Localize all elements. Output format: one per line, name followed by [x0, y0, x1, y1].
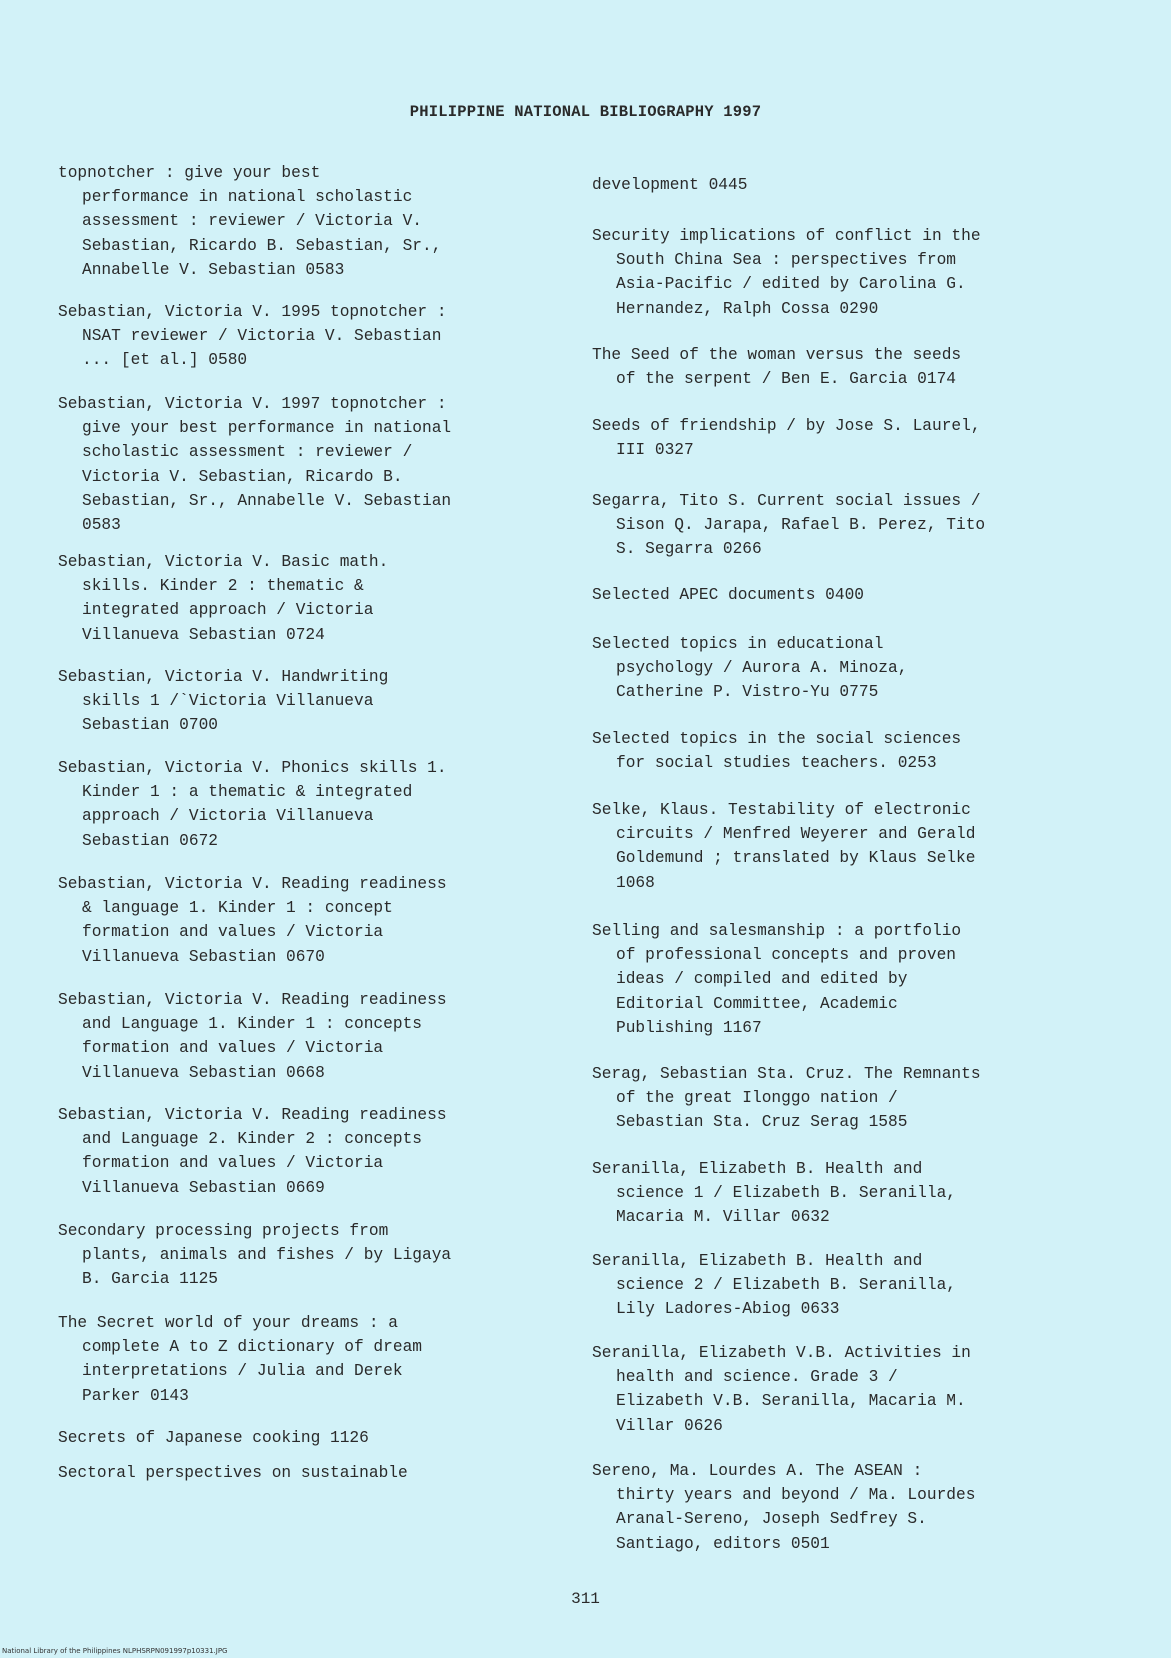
bibliography-entry: Sectoral perspectives on sustainable	[58, 1464, 408, 1482]
bibliography-entry: topnotcher : give your best performance in national scholastic assessment : reviewer / Victoria V. Sebastian, Ricardo B. Sebastian, Sr., Annabelle V. Sebastian 0583	[58, 164, 442, 279]
bibliography-entry: Sebastian, Victoria V. 1995 topnotcher : NSAT reviewer / Victoria V. Sebastian ... [et al.] 0580	[58, 303, 447, 370]
bibliography-entry: Sebastian, Victoria V. Reading readiness and Language 2. Kinder 2 : concepts formation and values / Victoria Villanueva Sebastian 0669	[58, 1106, 447, 1197]
bibliography-entry: Sereno, Ma. Lourdes A. The ASEAN : thirty years and beyond / Ma. Lourdes Aranal-Sereno, Joseph Sedfrey S. Santiago, editors 0501	[592, 1462, 976, 1553]
bibliography-entry: Sebastian, Victoria V. Phonics skills 1. Kinder 1 : a thematic & integrated approach / Victoria Villanueva Sebastian 0672	[58, 759, 447, 850]
bibliography-entry: Selected APEC documents 0400	[592, 586, 864, 604]
bibliography-entry: Seranilla, Elizabeth B. Health and science 2 / Elizabeth B. Seranilla, Lily Ladores-Abiog 0633	[592, 1252, 956, 1319]
bibliography-entry: Selected topics in educational psychology / Aurora A. Minoza, Catherine P. Vistro-Yu 0775	[592, 635, 908, 702]
bibliography-entry: Selling and salesmanship : a portfolio of professional concepts and proven ideas / compiled and edited by Editorial Committee, Academic Publishing 1167	[592, 922, 962, 1037]
bibliography-entry: Sebastian, Victoria V. Basic math. skills. Kinder 2 : thematic & integrated approach / Victoria Villanueva Sebastian 0724	[58, 553, 389, 644]
bibliography-entry: Sebastian, Victoria V. 1997 topnotcher : give your best performance in national scholastic assessment : reviewer / Victoria V. Sebastian, Ricardo B. Sebastian, Sr., Annabelle V. Sebastian 0583	[58, 395, 452, 535]
bibliography-entry: development 0445	[592, 176, 748, 194]
bibliography-entry: Sebastian, Victoria V. Reading readiness and Language 1. Kinder 1 : concepts formation and values / Victoria Villanueva Sebastian 0668	[58, 991, 447, 1082]
bibliography-entry: Seeds of friendship / by Jose S. Laurel, III 0327	[592, 417, 981, 460]
scan-caption: National Library of the Philippines NLPHSRPN091997p10331.JPG	[2, 1647, 228, 1655]
bibliography-entry: Seranilla, Elizabeth V.B. Activities in health and science. Grade 3 / Elizabeth V.B. Seranilla, Macaria M. Villar 0626	[592, 1344, 971, 1435]
bibliography-entry: Segarra, Tito S. Current social issues / Sison Q. Jarapa, Rafael B. Perez, Tito S. Segarra 0266	[592, 492, 986, 559]
bibliography-entry: Sebastian, Victoria V. Reading readiness & language 1. Kinder 1 : concept formation and values / Victoria Villanueva Sebastian 0670	[58, 875, 447, 966]
bibliography-entry: The Secret world of your dreams : a complete A to Z dictionary of dream interpretations / Julia and Derek Parker 0143	[58, 1314, 422, 1405]
bibliography-entry: Seranilla, Elizabeth B. Health and science 1 / Elizabeth B. Seranilla, Macaria M. Villar 0632	[592, 1160, 956, 1227]
bibliography-entry: Sebastian, Victoria V. Handwriting skills 1 /`Victoria Villanueva Sebastian 0700	[58, 668, 389, 735]
page-number: 311	[571, 1590, 600, 1608]
page-header: PHILIPPINE NATIONAL BIBLIOGRAPHY 1997	[409, 103, 762, 121]
bibliography-entry: The Seed of the woman versus the seeds of the serpent / Ben E. Garcia 0174	[592, 346, 962, 389]
bibliography-entry: Secondary processing projects from plants, animals and fishes / by Ligaya B. Garcia 1125	[58, 1222, 452, 1289]
bibliography-entry: Security implications of conflict in the South China Sea : perspectives from Asia-Pacific / edited by Carolina G. Hernandez, Ralph Cossa 0290	[592, 227, 981, 318]
bibliography-entry: Serag, Sebastian Sta. Cruz. The Remnants of the great Ilonggo nation / Sebastian Sta. Cruz Serag 1585	[592, 1065, 981, 1132]
bibliography-entry: Selected topics in the social sciences for social studies teachers. 0253	[592, 730, 962, 773]
bibliography-entry: Secrets of Japanese cooking 1126	[58, 1429, 369, 1447]
bibliography-entry: Selke, Klaus. Testability of electronic circuits / Menfred Weyerer and Gerald Goldemund ; translated by Klaus Selke 1068	[592, 801, 976, 892]
